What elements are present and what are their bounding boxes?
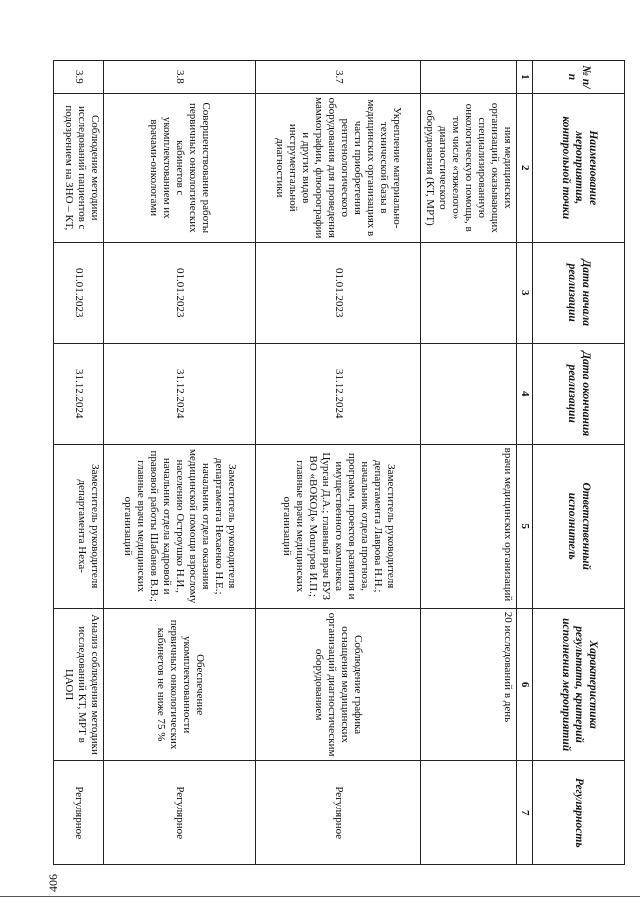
column-number-row bbox=[517, 61, 533, 865]
colnum-6: 6 bbox=[517, 608, 533, 761]
row-end: 31.12.2024 bbox=[104, 343, 256, 444]
row-regularity: Регулярное bbox=[104, 761, 256, 865]
header-start: Дата начала реализации bbox=[533, 242, 625, 343]
row-result: 20 исследований в день bbox=[421, 608, 517, 761]
row-name: Укрепление материально-технической базы в медицинских организациях в части приобретения рентгенологического оборудования для проведения маммографии, флюорографии и других видов инструментальной диагностики bbox=[256, 93, 421, 242]
colnum-7: 7 bbox=[517, 761, 533, 865]
row-regularity: Регулярное bbox=[256, 761, 421, 865]
row-responsible: Заместитель руководителя департамента Нехаенко Н.Е.; начальник отдела оказания медицинской помощи взрослому населению Остроушко Н.И., начальник отдела кадровой и правовой работы Шабанов В.В.; главные врачи медицинских организаций bbox=[104, 444, 256, 608]
footer-rule bbox=[0, 896, 640, 897]
row-end: 31.12.2024 bbox=[54, 343, 104, 444]
rotated-table-container bbox=[63, 60, 625, 865]
header-regularity: Регулярность bbox=[533, 761, 625, 865]
colnum-4: 4 bbox=[517, 343, 533, 444]
header-end: Дата окончания реализации bbox=[533, 343, 625, 444]
table-row bbox=[256, 61, 421, 865]
row-num bbox=[421, 61, 517, 94]
colnum-1: 1 bbox=[517, 61, 533, 94]
row-regularity: Регулярное bbox=[54, 761, 104, 865]
row-num: 3.9 bbox=[54, 61, 104, 94]
header-row bbox=[533, 61, 625, 865]
colnum-5: 5 bbox=[517, 444, 533, 608]
row-result: Соблюдение графика оснащения медицинских организаций диагностическим оборудованием bbox=[256, 608, 421, 761]
header-result: Характеристика результата, критерий исполнения мероприятий bbox=[533, 608, 625, 761]
row-start: 01.01.2023 bbox=[104, 242, 256, 343]
header-name: Наименование мероприятия, контрольной точки bbox=[533, 93, 625, 242]
row-responsible: Заместитель руководителя департамента Неха- bbox=[54, 444, 104, 608]
row-start bbox=[421, 242, 517, 343]
page-number: 406 bbox=[46, 874, 60, 892]
row-responsible: Заместитель руководителя департамента Лаврова Н.Н.; начальник отдела прогноза, программ, проектов развития и имущественного комплекса Цурган Д.А.; главный врач БУЗ ВО «ВОКОД» Мошуров И.П.; главные врачи медицинских организаций bbox=[256, 444, 421, 608]
activities-table bbox=[53, 60, 625, 865]
table-row bbox=[421, 61, 517, 865]
table-row bbox=[54, 61, 104, 865]
row-end: 31.12.2024 bbox=[256, 343, 421, 444]
row-result: Обеспечение укомплектованности первичных онкологических кабинетов не ниже 75 % bbox=[104, 608, 256, 761]
row-regularity bbox=[421, 761, 517, 865]
table-row bbox=[104, 61, 256, 865]
row-name: Соблюдение методики исследований пациентов с подозрением на ЗНО – КТ, bbox=[54, 93, 104, 242]
colnum-3: 3 bbox=[517, 242, 533, 343]
row-name: Совершенствование работы первичных онкологических кабинетов с укомплектованием их врачами-онкологами bbox=[104, 93, 256, 242]
row-start: 01.01.2023 bbox=[54, 242, 104, 343]
row-result: Анализ соблюдения методики исследований КТ, МРТ в ЦАОП bbox=[54, 608, 104, 761]
header-num: № п/п bbox=[533, 61, 625, 94]
row-num: 3.8 bbox=[104, 61, 256, 94]
row-name: ния медицинских организаций, оказывающих специализированную онкологическую помощь, в том числе «тяжелого» диагностического оборудования (КТ, МРТ) bbox=[421, 93, 517, 242]
row-end bbox=[421, 343, 517, 444]
row-responsible: врачи медицинских организаций bbox=[421, 444, 517, 608]
colnum-2: 2 bbox=[517, 93, 533, 242]
header-responsible: Ответственный исполнитель bbox=[533, 444, 625, 608]
row-start: 01.01.2023 bbox=[256, 242, 421, 343]
row-num: 3.7 bbox=[256, 61, 421, 94]
